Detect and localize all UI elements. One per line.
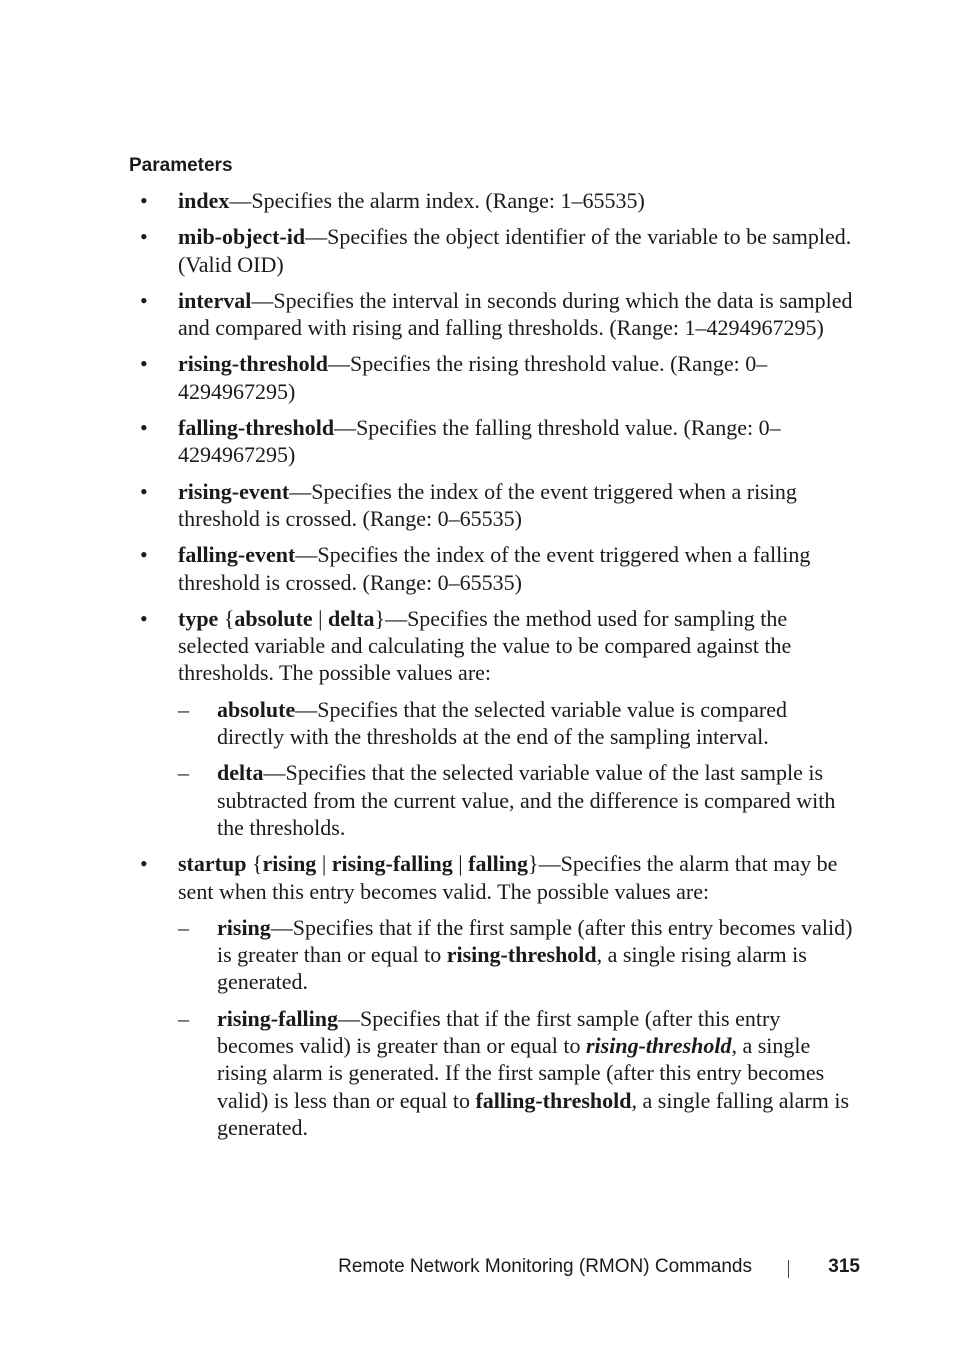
- param-desc: —Specifies the alarm that may be sent when this entry becomes valid. The possible values are:: [178, 851, 838, 904]
- dash-icon: –: [178, 696, 189, 722]
- bullet-icon: •: [140, 478, 148, 504]
- sub-term: delta: [217, 760, 264, 786]
- param-index: [140, 187, 855, 214]
- option-absolute: absolute: [234, 605, 313, 631]
- footer-title: Remote Network Monitoring (RMON) Commands: [338, 1256, 752, 1277]
- param-startup: [140, 850, 855, 1141]
- param-desc: —Specifies the index of the event triggered when a falling threshold is crossed. (Range: 0–65535): [178, 542, 811, 595]
- option-separator: |: [312, 605, 329, 631]
- dash-icon: –: [178, 914, 189, 940]
- brace-open: {: [246, 851, 263, 877]
- option-separator: |: [452, 851, 469, 877]
- param-term: mib-object-id: [178, 224, 306, 250]
- footer-divider: [788, 1260, 789, 1278]
- param-term: rising-threshold: [178, 351, 328, 377]
- param-rising-threshold: [140, 350, 855, 405]
- page-footer: [0, 1256, 954, 1282]
- brace-close: }: [528, 851, 539, 877]
- bullet-icon: •: [140, 351, 148, 377]
- brace-open: {: [218, 605, 235, 631]
- bullet-icon: •: [140, 224, 148, 250]
- param-desc: —Specifies the falling threshold value. (Range: 0–4294967295): [178, 415, 781, 468]
- param-desc: —Specifies the method used for sampling the selected variable and calculating the value to be compared against the thresholds. The possible values are:: [178, 605, 792, 686]
- option-rising: rising: [262, 851, 317, 877]
- section-heading: Parameters: [129, 155, 233, 176]
- bullet-icon: •: [140, 605, 148, 631]
- param-desc: —Specifies the alarm index. (Range: 1–65535): [229, 188, 645, 213]
- param-term: rising-event: [178, 478, 290, 504]
- bullet-icon: •: [140, 287, 148, 313]
- parameter-list: [140, 187, 855, 1150]
- sub-term: absolute: [217, 696, 296, 722]
- bullet-icon: •: [140, 415, 148, 441]
- option-delta: delta: [328, 605, 375, 631]
- sub-desc: , a single rising alarm is generated.: [217, 942, 807, 995]
- param-falling-event: [140, 541, 855, 596]
- param-term: interval: [178, 287, 252, 313]
- sub-term: rising-falling: [217, 1005, 339, 1031]
- param-term: falling-event: [178, 542, 296, 568]
- param-desc: —Specifies the rising threshold value. (Range: 0–4294967295): [178, 351, 768, 404]
- param-desc: —Specifies the object identifier of the variable to be sampled. (Valid OID): [178, 224, 852, 277]
- sub-ref: falling-threshold: [475, 1087, 632, 1113]
- option-separator: |: [316, 851, 332, 877]
- brace-close: }: [374, 605, 386, 631]
- sub-item-rising: [178, 914, 855, 996]
- sub-desc: —Specifies that the selected variable value of the last sample is subtracted from the current value, and the difference is compared with the thresholds.: [217, 760, 836, 840]
- sub-ref-italic: rising-threshold: [585, 1033, 732, 1059]
- sub-desc: —Specifies that if the first sample (after this entry becomes valid) is greater than or equal to: [217, 1005, 781, 1059]
- sub-ref: rising-threshold: [446, 942, 597, 968]
- sub-desc: , a single rising alarm is generated. If the first sample (after this entry becomes valid) is less than or equal to: [217, 1033, 825, 1113]
- dash-icon: –: [178, 1005, 189, 1031]
- sub-desc: —Specifies that if the first sample (after this entry becomes valid) is greater than or equal to: [217, 914, 853, 968]
- param-falling-threshold: [140, 414, 855, 469]
- param-interval: [140, 287, 855, 342]
- option-rising-falling: rising-falling: [331, 851, 453, 877]
- option-falling: falling: [468, 851, 529, 877]
- param-term: index: [178, 188, 230, 213]
- sub-desc: —Specifies that the selected variable value is compared directly with the thresholds at the end of the sampling interval.: [217, 696, 787, 750]
- bullet-icon: •: [140, 542, 148, 568]
- page-number: 315: [828, 1256, 860, 1277]
- param-term: startup: [178, 851, 247, 877]
- sub-item-rising-falling: [178, 1005, 855, 1141]
- param-desc: —Specifies the interval in seconds during which the data is sampled and compared with rising and falling thresholds. (Range: 1–4294967295): [178, 287, 853, 341]
- sub-term: rising: [217, 914, 271, 940]
- param-term: type: [178, 605, 219, 631]
- sub-item-delta: [178, 759, 855, 841]
- bullet-icon: •: [140, 188, 148, 213]
- bullet-icon: •: [140, 851, 148, 877]
- sub-item-absolute: [178, 696, 855, 751]
- param-mib-object-id: [140, 223, 855, 278]
- dash-icon: –: [178, 760, 189, 786]
- param-rising-event: [140, 478, 855, 533]
- param-term: falling-threshold: [178, 415, 335, 441]
- param-desc: —Specifies the index of the event triggered when a rising threshold is crossed. (Range: 0–65535): [178, 478, 797, 531]
- sub-desc: , a single falling alarm is generated.: [217, 1087, 850, 1140]
- param-type: [140, 605, 855, 841]
